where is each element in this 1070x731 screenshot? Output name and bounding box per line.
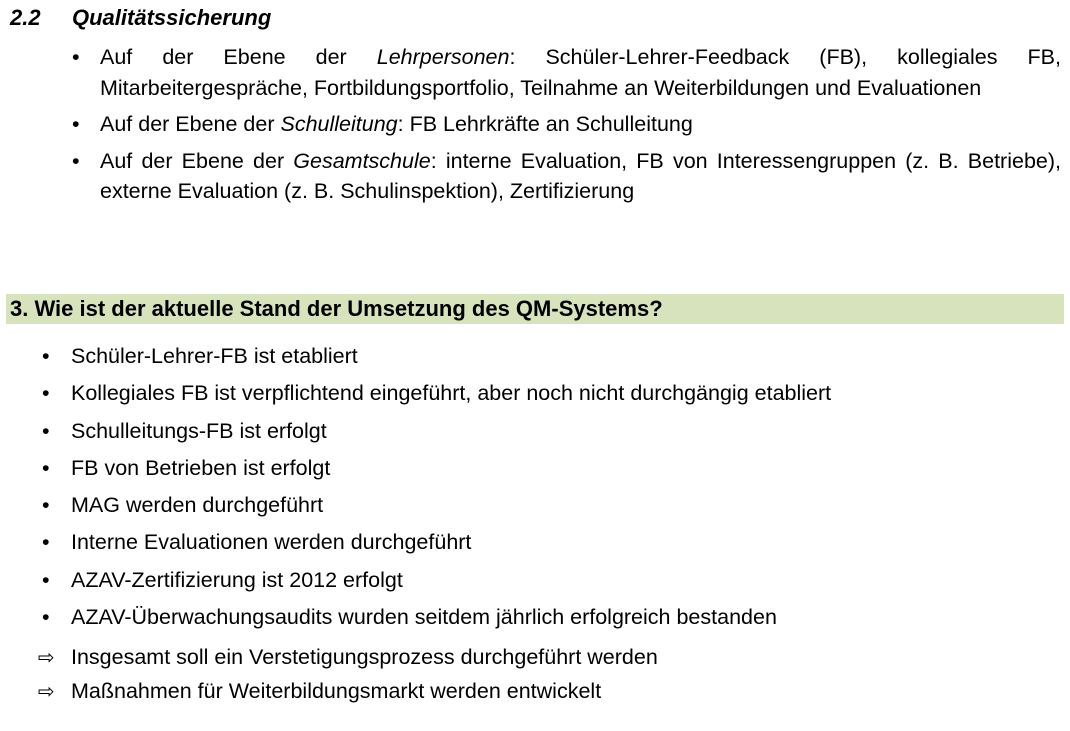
list-item: • Interne Evaluationen werden durchgeführt xyxy=(38,524,831,561)
list-item: • Schüler-Lehrer-FB ist etabliert xyxy=(38,338,831,375)
bullet-icon: • xyxy=(42,567,50,592)
list-item: • Auf der Ebene der Gesamtschule: interne Evaluation, FB von Interessengruppen (z. B. Betriebe), externe Evaluation (z. B. Schulinspektion), Zertifizierung xyxy=(67,146,1061,207)
list-item: • AZAV-Überwachungsaudits wurden seitdem jährlich erfolgreich bestanden xyxy=(38,599,831,636)
list-item: • Schulleitungs-FB ist erfolgt xyxy=(38,413,831,450)
quality-assurance-list xyxy=(67,42,1061,213)
list-item: • Kollegiales FB ist verpflichtend eingeführt, aber noch nicht durchgängig etabliert xyxy=(38,375,831,412)
bullet-icon: • xyxy=(42,455,50,480)
section-title: Qualitätssicherung xyxy=(72,5,272,30)
conclusion-item: ⇨ Insgesamt soll ein Verstetigungsprozess durchgeführt werden xyxy=(38,640,658,674)
bullet-icon: • xyxy=(72,148,80,173)
outline-arrow-icon: ⇨ xyxy=(38,679,55,703)
bullet-icon: • xyxy=(72,112,80,136)
list-item: • AZAV-Zertifizierung ist 2012 erfolgt xyxy=(38,562,831,599)
implementation-status-list xyxy=(38,338,831,636)
bullet-icon: • xyxy=(42,530,50,555)
emphasis-term: Schulleitung xyxy=(280,112,398,136)
conclusion-item: ⇨ Maßnahmen für Weiterbildungsmarkt werden entwickelt xyxy=(38,674,658,708)
bullet-icon: • xyxy=(42,605,50,630)
conclusion-list xyxy=(38,640,658,708)
bullet-icon: • xyxy=(42,493,50,518)
section-heading-3: 3. Wie ist der aktuelle Stand der Umsetzung des QM-Systems? xyxy=(10,296,663,321)
section-heading-2-2 xyxy=(10,4,271,32)
emphasis-term: Lehrpersonen xyxy=(376,45,510,69)
outline-arrow-icon: ⇨ xyxy=(38,645,55,669)
list-item: • FB von Betrieben ist erfolgt xyxy=(38,450,831,487)
list-item: • Auf der Ebene der Lehrpersonen: Schüler-Lehrer-Feedback (FB), kollegiales FB, Mitarbeitergespräche, Fortbildungsportfolio, Teilnahme an Weiterbildungen und Evaluationen xyxy=(67,42,1061,103)
list-item: • Auf der Ebene der Schulleitung: FB Lehrkräfte an Schulleitung xyxy=(67,109,1061,140)
emphasis-term: Gesamtschule xyxy=(293,148,431,173)
bullet-icon: • xyxy=(72,45,80,69)
bullet-icon: • xyxy=(42,418,50,443)
bullet-icon: • xyxy=(42,344,50,368)
section-number: 2.2 xyxy=(10,5,41,30)
list-item: • MAG werden durchgeführt xyxy=(38,487,831,524)
bullet-icon: • xyxy=(42,381,50,406)
